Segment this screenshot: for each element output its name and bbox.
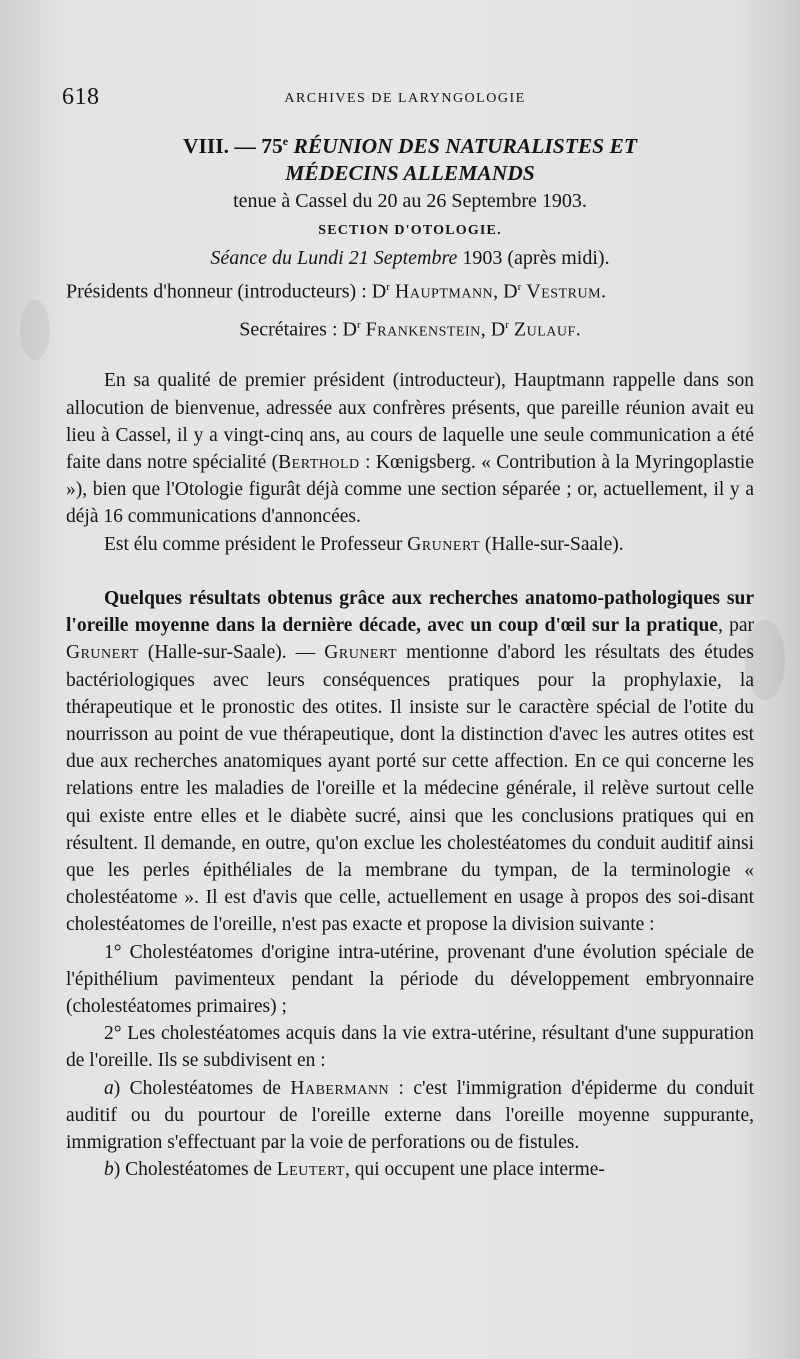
page-number: 618 xyxy=(62,84,100,110)
president-name: Hauptmann xyxy=(394,280,494,303)
paragraphs xyxy=(66,367,754,1183)
president-name: Vestrum xyxy=(526,280,602,303)
secretaries-separator: , D xyxy=(480,318,506,341)
paragraph-text: : Kœnigsberg. « Contribution à la Myringoplastie »), bien que l'Otologie figurât déjà comme une section séparée ; or, actuellement, il y a déjà 16 communications d'annoncées. xyxy=(66,452,755,528)
paragraph-text: Cholestéatomes de xyxy=(120,1159,277,1181)
paragraph-text: mentionne d'abord les résultats des études bactériologiques avec leurs conséquences pratiques pour la prophylaxie, la thérapeutique et le pronostic des otites. Il insiste sur le caractère spécial de l'otite du nourrisson au point de vue thérapeutique, dont la distinction d'avec les autres otites est due aux recherches anatomiques ayant porté sur cette affection. En ce qui concerne les relations entre les maladies de l'oreille et la médecine générale, il relève surtout celle qui existe entre elles et le diabète sucré, ainsi que les conclusions pratiques qui en résultent. Il demande, en outre, qu'on exclue les cholestéatomes du conduit auditif ainsi que les perles épithéliales de la membrane du tympan, de la terminologie « cholestéatome ». Il est d'avis que celle, actuellement en usage à propos des soi-disant cholestéatomes de l'oreille, n'est pas exacte et propose la division suivante : xyxy=(66,642,755,936)
secretary-name: Zulauf xyxy=(513,318,576,341)
paragraph-text: (Halle-sur-Saale). xyxy=(480,533,624,555)
communication-title: Quelques résultats obtenus grâce aux recherches anatomo-pathologiques sur l'oreille moyenne dans la dernière décade, avec un coup d'œil sur la pratique xyxy=(66,587,754,637)
page-header xyxy=(62,84,748,114)
author-name: Grunert xyxy=(324,642,398,664)
secretaries-prefix: Secrétaires : D xyxy=(239,318,357,341)
section-title-line1: RÉUNION DES NATURALISTES ET xyxy=(293,134,637,159)
author-name: Leutert xyxy=(276,1159,345,1181)
presidents-end: . xyxy=(601,280,607,303)
secretaries-line xyxy=(66,312,754,344)
paragraph-text: , par xyxy=(717,615,754,637)
session-line xyxy=(66,245,754,272)
author-name: Berthold xyxy=(278,452,360,474)
list-label: a xyxy=(104,1077,114,1099)
running-head: ARCHIVES DE LARYNGOLOGIE xyxy=(284,91,526,106)
session-date: Séance du Lundi 21 Septembre xyxy=(210,247,458,270)
dr-sup: r xyxy=(505,318,509,331)
author-name: Grunert xyxy=(407,533,480,555)
presidents-prefix: Présidents d'honneur (introducteurs) : D xyxy=(66,280,387,303)
paper-stain xyxy=(20,300,50,360)
section-title-line2: MÉDECINS ALLEMANDS xyxy=(285,161,535,186)
paragraph-text: : c'est l'immigration d'épiderme du conduit auditif ou du pourtour de l'oreille externe dans l'oreille moyenne suppurante, immigration s'effectuant par la voie de perforations ou de fistules. xyxy=(66,1077,754,1153)
author-name: Grunert xyxy=(66,642,139,664)
list-item-b: b) Cholestéatomes de Leutert, qui occupent une place interme- xyxy=(104,1159,605,1181)
meeting-dates: tenue à Cassel du 20 au 26 Septembre 1903. xyxy=(233,190,587,213)
section-number: VIII. — 75 xyxy=(183,134,283,159)
section-label: SECTION D'OTOLOGIE. xyxy=(318,223,502,239)
list-item-2: 2° Les cholestéatomes acquis dans la vie extra-utérine, résultant d'une suppuration de l'oreille. Ils se subdivisent en : xyxy=(66,1023,754,1072)
presidents-line xyxy=(66,274,754,306)
presidents-separator: , D xyxy=(493,280,518,303)
secretary-name: Frankenstein xyxy=(365,318,481,341)
list-item-a: a) Cholestéatomes de Habermann : c'est l'immigration d'épiderme du conduit auditif ou du pourtour de l'oreille externe dans l'oreille moyenne suppurante, immigration s'effectuant par la voie de perforations ou de fistules. xyxy=(66,1077,754,1153)
section-number-sup: e xyxy=(282,134,289,148)
paragraph-text: En sa qualité de premier président (introducteur), Hauptmann rappelle dans son allocution de bienvenue, adressée aux confrères présents, que pareille réunion avait eu lieu à Cassel, il y a vingt-cinq ans, au cours de laquelle une seule communication a été faite dans notre spécialité ( xyxy=(66,370,754,474)
paragraph-text: Est élu comme président le Professeur xyxy=(104,533,408,555)
list-label: b xyxy=(104,1159,114,1181)
paragraph-text: Cholestéatomes de xyxy=(120,1077,291,1099)
dr-sup: r xyxy=(517,281,522,294)
secretaries-end: . xyxy=(575,318,581,341)
paragraph-opening xyxy=(66,367,754,530)
dr-sup: r xyxy=(386,281,390,294)
section-heading xyxy=(66,128,754,160)
paragraph-text: (Halle-sur-Saale). — xyxy=(138,642,325,664)
article-body xyxy=(66,128,754,1183)
dr-sup: r xyxy=(356,318,361,331)
paragraph-election xyxy=(66,531,754,558)
author-name: Habermann xyxy=(290,1077,390,1099)
list-item-1: 1° Cholestéatomes d'origine intra-utérine, provenant d'une évolution spéciale de l'épithélium pavimenteux pendant la période du développement embryonnaire (cholestéatomes primaires) ; xyxy=(66,941,754,1017)
paragraph-communication xyxy=(66,585,754,939)
session-rest: 1903 (après midi). xyxy=(457,247,610,270)
paragraph-gap xyxy=(66,558,754,585)
paragraph-text: , qui occupent une place interme- xyxy=(345,1159,605,1181)
